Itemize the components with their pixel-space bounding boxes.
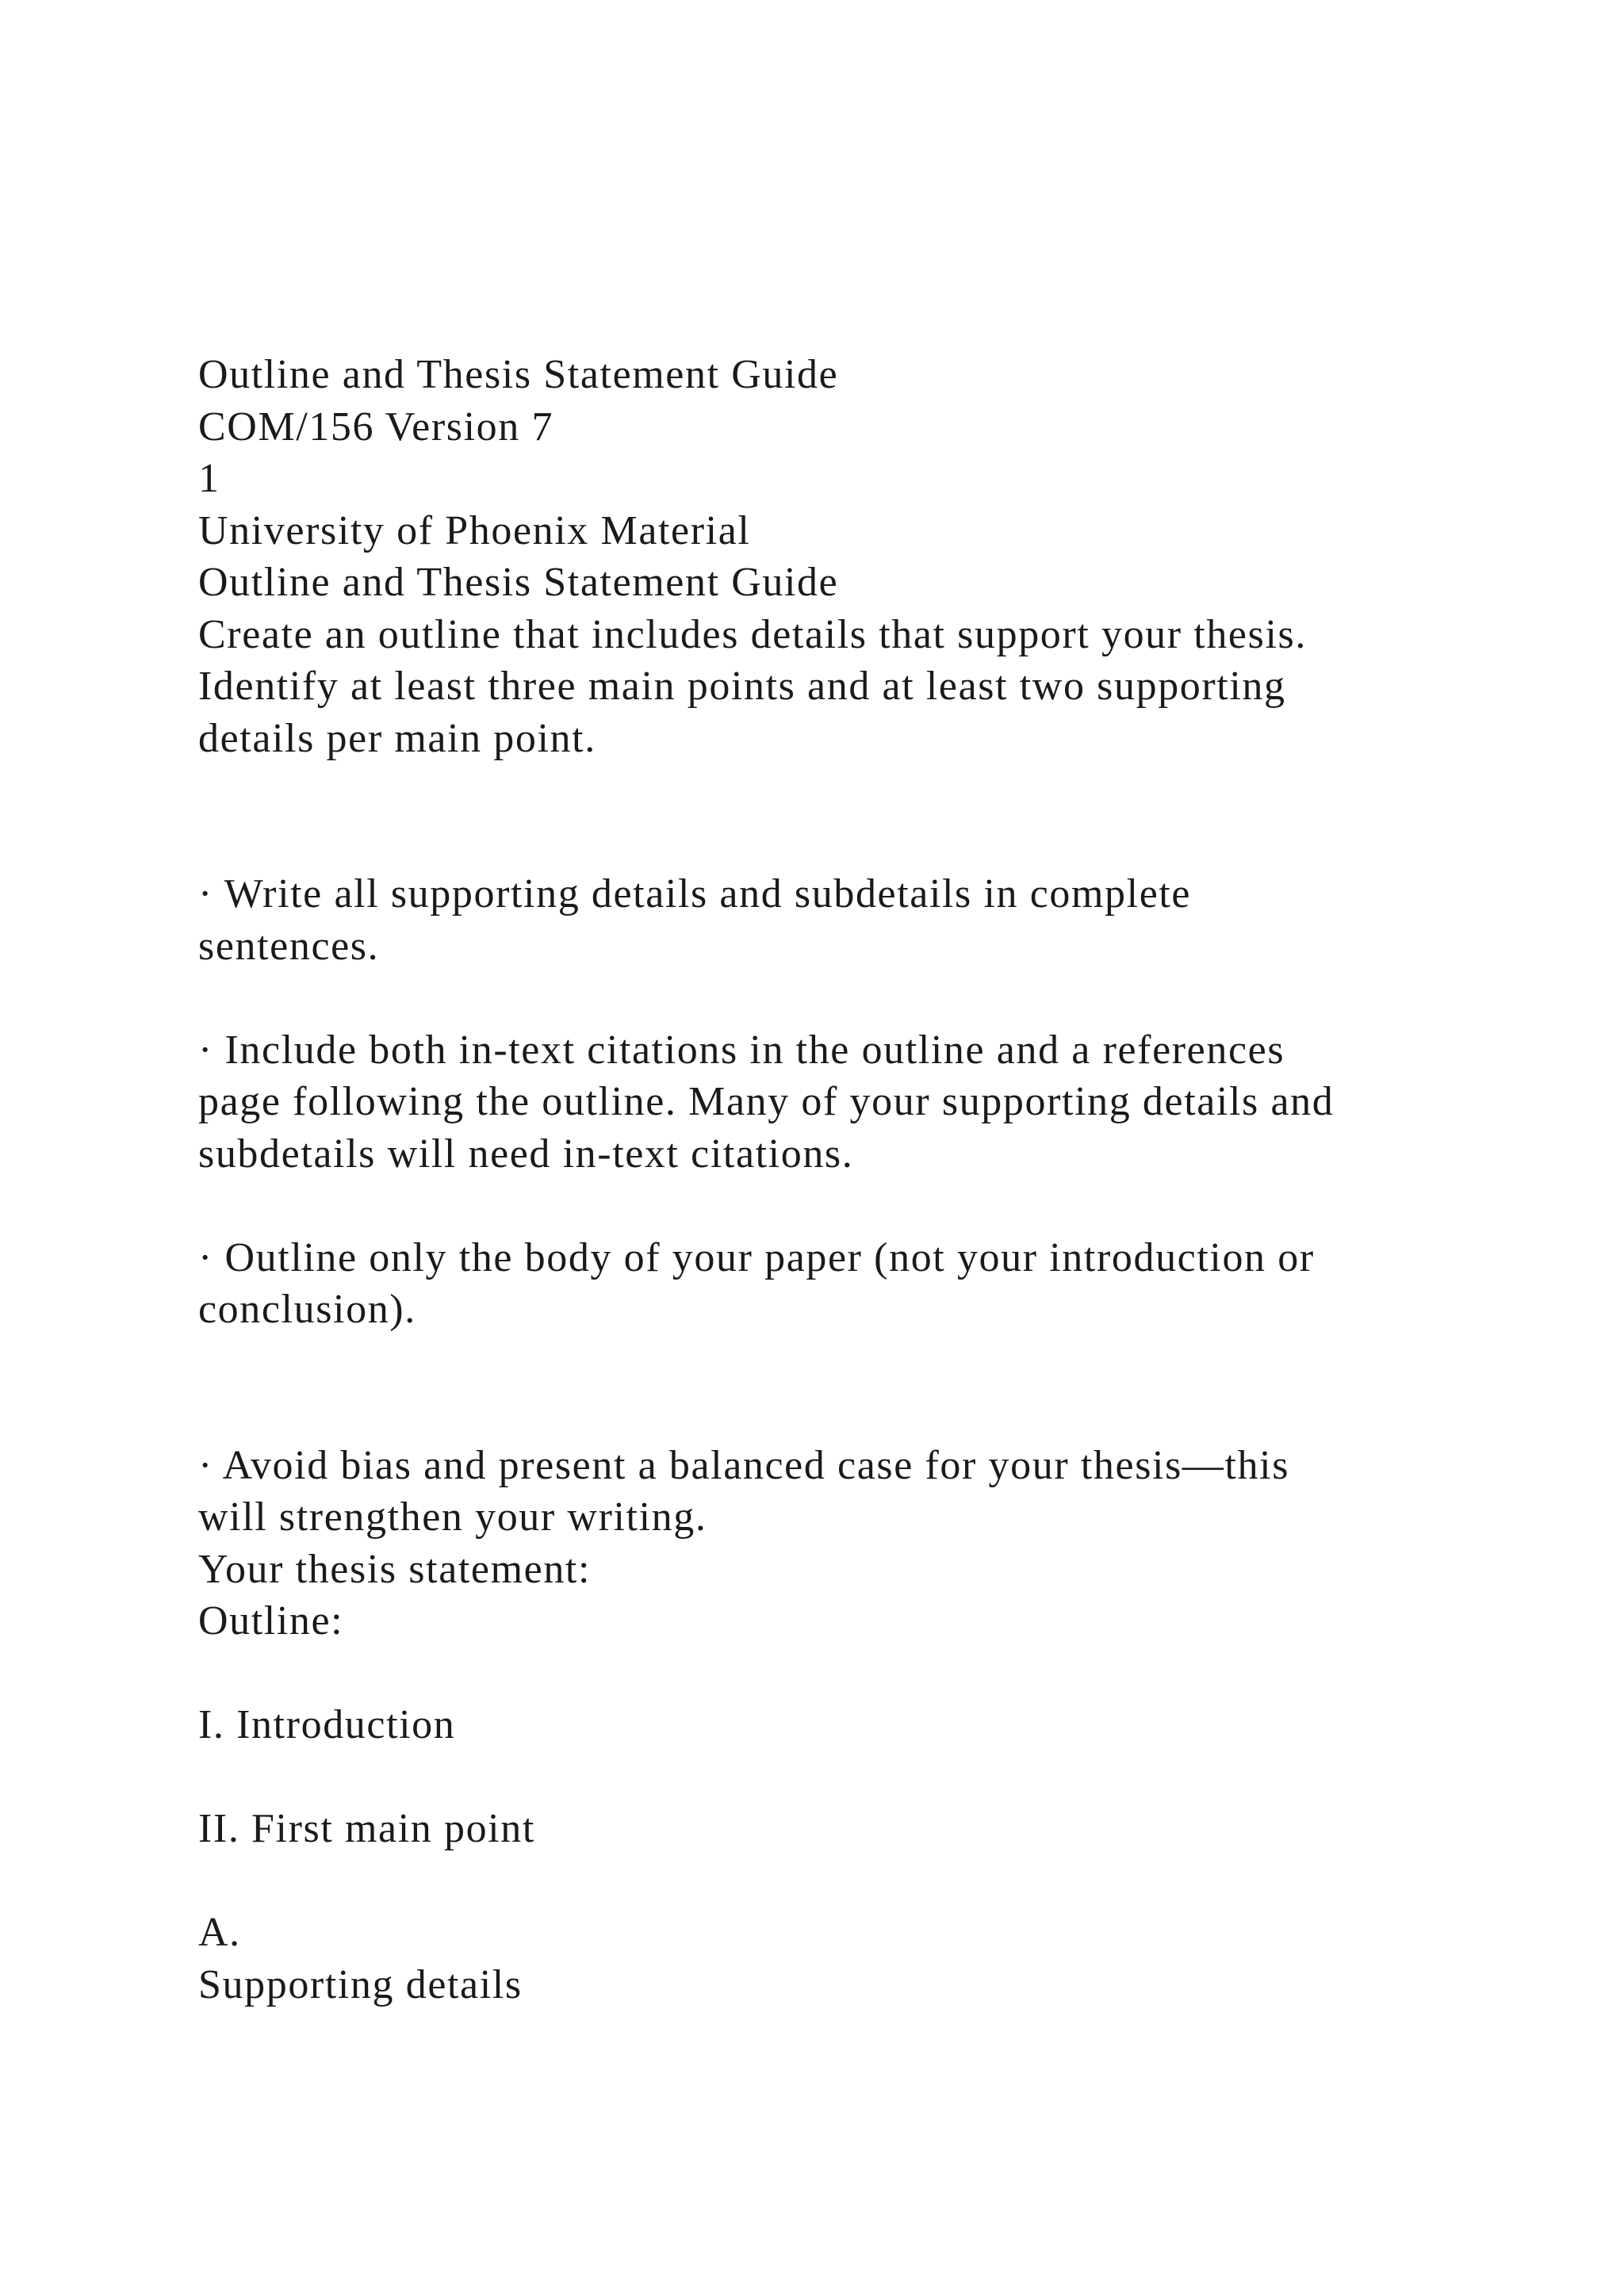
intro-line: details per main point. bbox=[198, 715, 596, 761]
outline-supporting-details: Supporting details bbox=[198, 1961, 523, 2007]
course-version: COM/156 Version 7 bbox=[198, 404, 554, 450]
bullet-line: subdetails will need in-text citations. bbox=[198, 1131, 854, 1177]
document-body bbox=[198, 349, 1546, 2011]
spacer bbox=[198, 1751, 1546, 1804]
bullet-line: page following the outline. Many of your supporting details and bbox=[198, 1079, 1335, 1124]
spacer bbox=[198, 1180, 1546, 1232]
bullet-line: · Include both in-text citations in the outline and a references bbox=[198, 1027, 1285, 1073]
intro-line: Identify at least three main points and at least two supporting bbox=[198, 664, 1286, 709]
intro-line: Create an outline that includes details that support your thesis. bbox=[198, 611, 1307, 657]
outline-subpoint-a: A. bbox=[198, 1910, 241, 1955]
spacer bbox=[198, 817, 1546, 869]
spacer bbox=[198, 1647, 1546, 1700]
bullet-line: · Avoid bias and present a balanced case for your thesis—this bbox=[198, 1442, 1290, 1488]
thesis-label: Your thesis statement: bbox=[198, 1546, 592, 1592]
bullet-line: will strengthen your writing. bbox=[198, 1494, 707, 1540]
spacer bbox=[198, 764, 1546, 817]
document-header-title: Outline and Thesis Statement Guide bbox=[198, 352, 839, 397]
spacer bbox=[198, 1387, 1546, 1440]
bullet-line: · Outline only the body of your paper (not your introduction or bbox=[198, 1234, 1315, 1280]
spacer bbox=[198, 1336, 1546, 1388]
outline-item-first-main-point: II. First main point bbox=[198, 1806, 535, 1851]
bullet-line: conclusion). bbox=[198, 1287, 416, 1332]
outline-item-introduction: I. Introduction bbox=[198, 1702, 456, 1747]
outline-label: Outline: bbox=[198, 1598, 344, 1644]
material-source: University of Phoenix Material bbox=[198, 507, 751, 553]
document-heading: Outline and Thesis Statement Guide bbox=[198, 560, 839, 605]
spacer bbox=[198, 1855, 1546, 1908]
spacer bbox=[198, 972, 1546, 1024]
page-number: 1 bbox=[198, 456, 220, 501]
bullet-line: sentences. bbox=[198, 923, 380, 969]
bullet-line: · Write all supporting details and subdetails in complete bbox=[198, 871, 1192, 916]
